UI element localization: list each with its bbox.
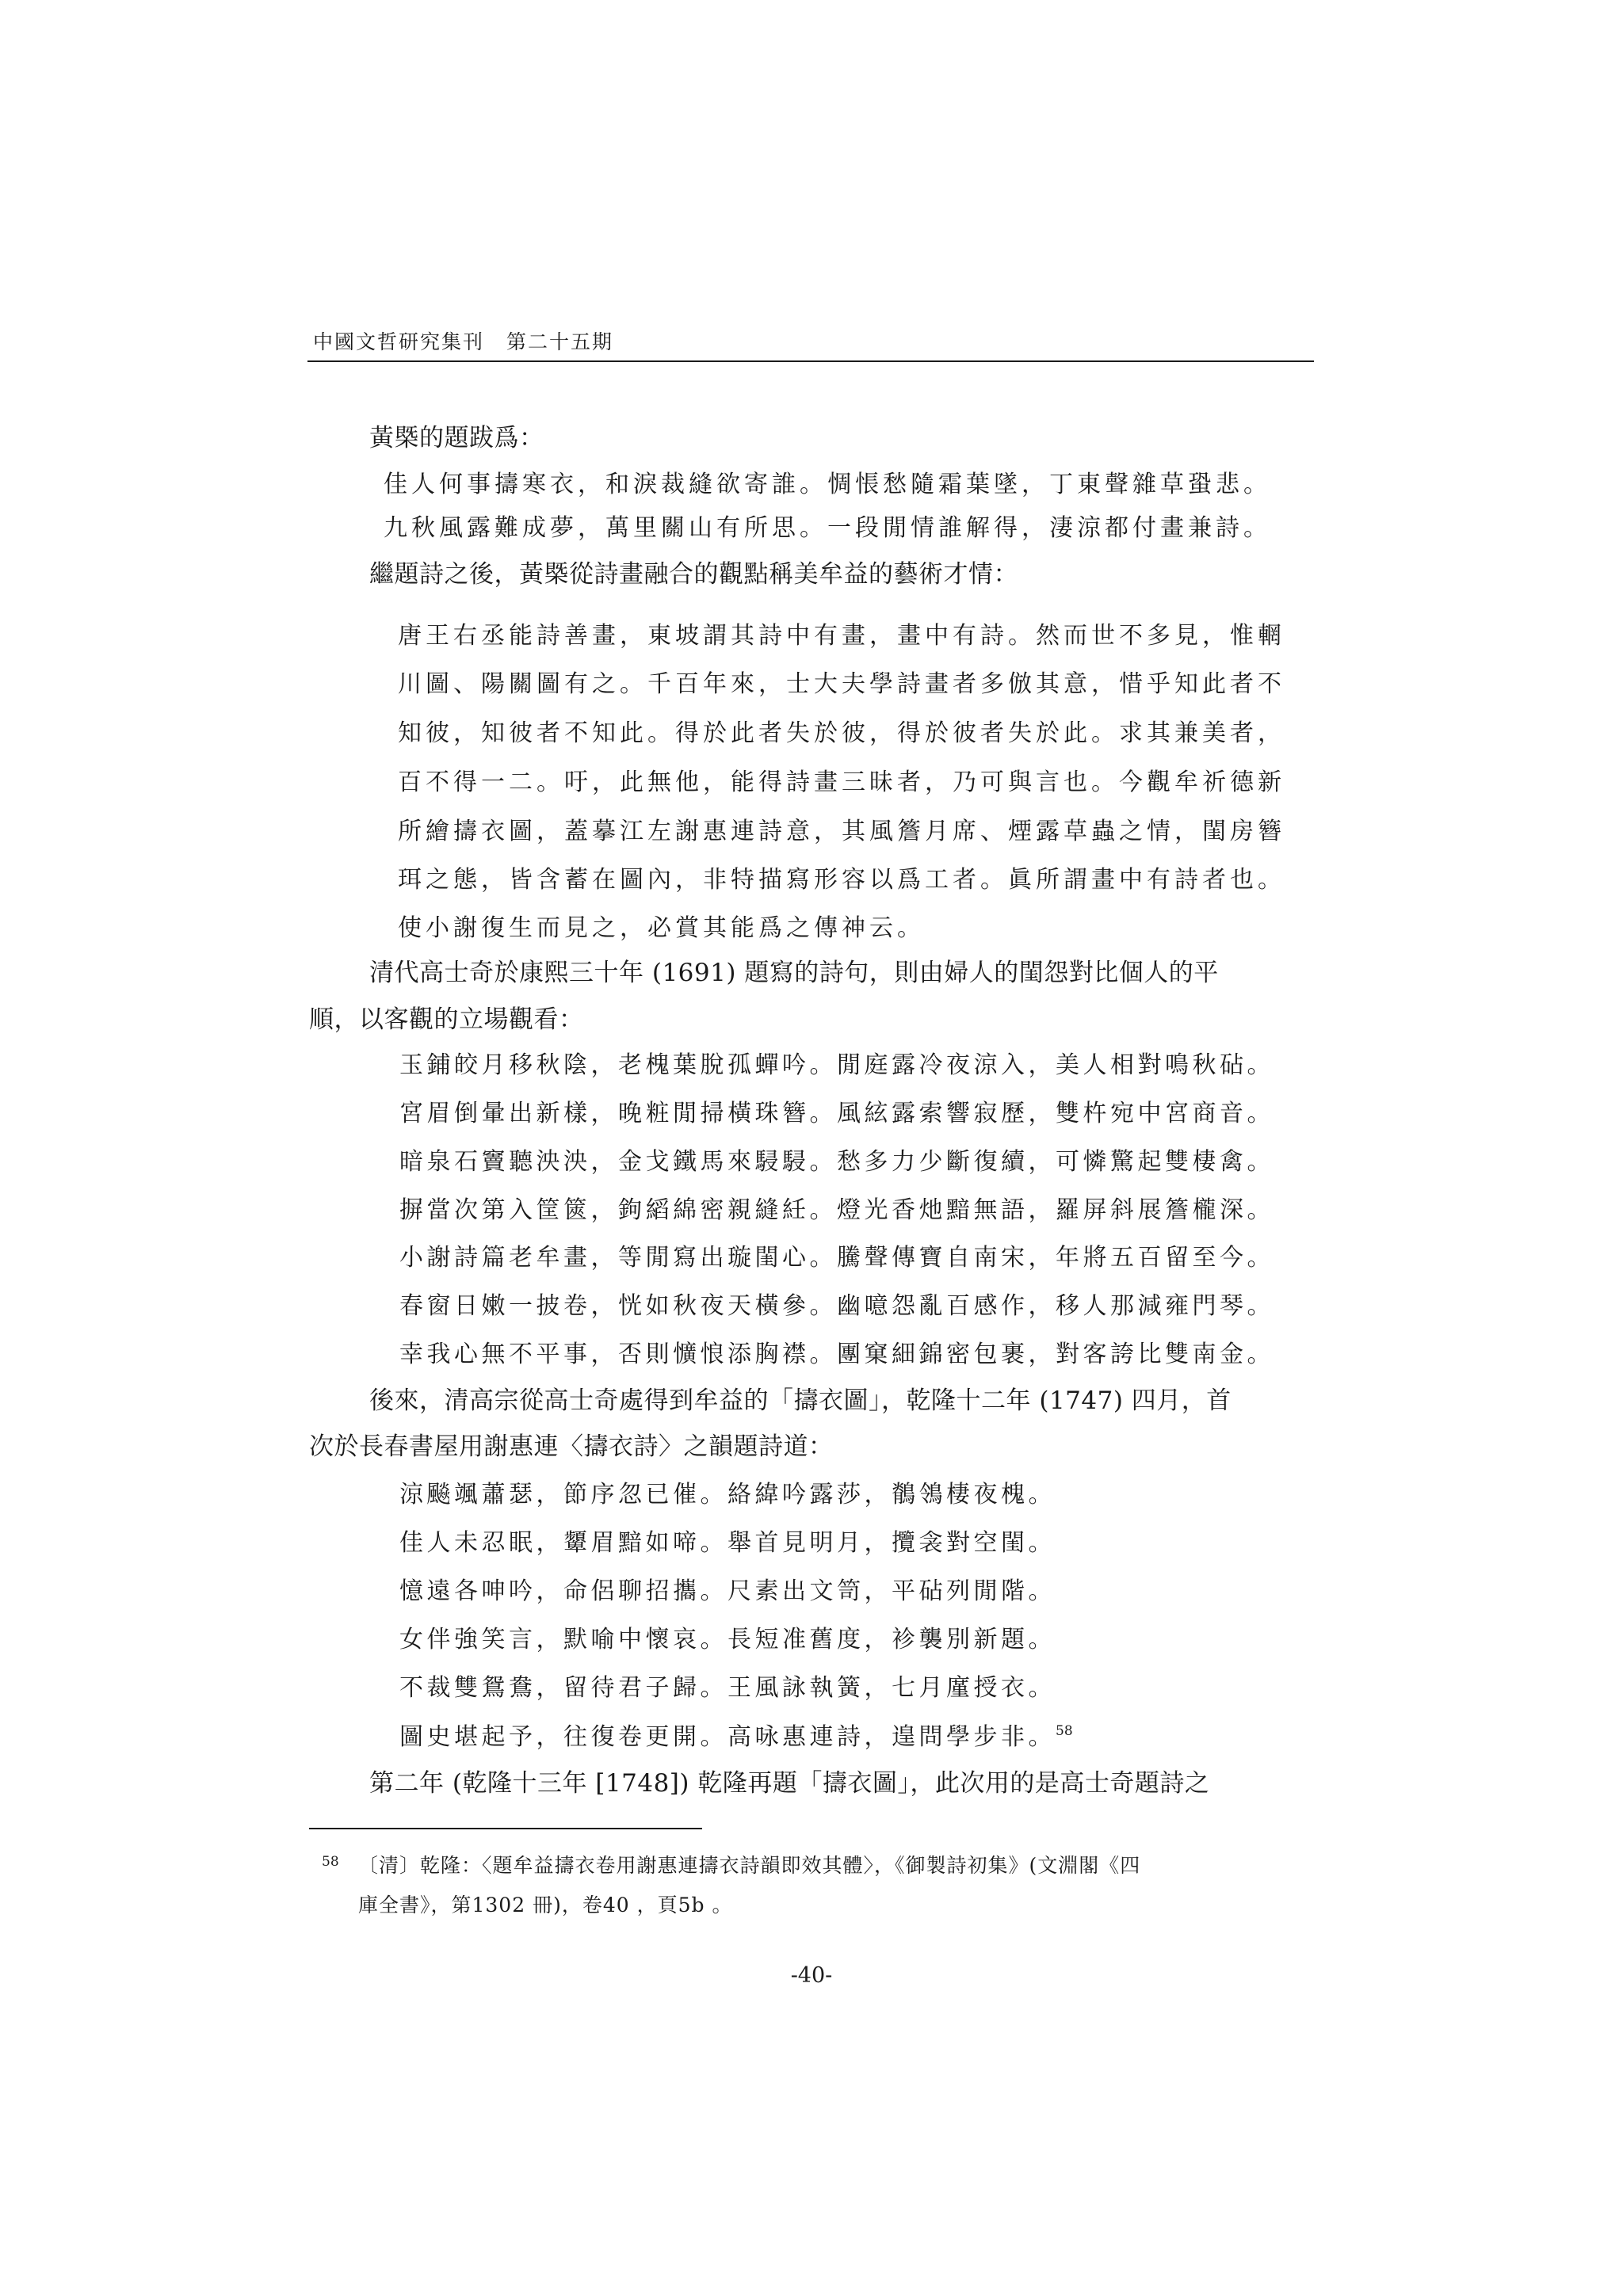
block-quote-line: 所繪擣衣圖，蓋摹江左謝惠連詩意，其風簷月席、煙露草蟲之情，閨房簪 [398,818,1285,845]
poem-1-line: 九秋風露難成夢，萬里關山有所思。一段閒情誰解得，淒涼都付畫兼詩。 [384,514,1271,542]
poem-3-line: 涼飈颯蕭瑟，節序忽已催。絡緯吟露莎，鶺鴒棲夜槐。 [399,1481,1056,1508]
poem-3-line: 女伴強笑言，默喻中懷哀。長短准舊度，袗襲別新題。 [399,1626,1056,1653]
footnote-line: 〔清〕乾隆：〈題牟益擣衣卷用謝惠連擣衣詩韻即效其體〉，《御製詩初集》(文淵閣《四 [358,1854,1141,1877]
poem-3-line: 憶遠各呻吟，命侶聊招攜。尺素出文笥，平砧列閒階。 [399,1577,1056,1605]
paragraph-line: 清代高士奇於康熙三十年 (1691) 題寫的詩句，則由婦人的閨怨對比個人的平 [369,959,1219,987]
block-quote-line: 珥之態，皆含蓄在圖內，非特描寫形容以爲工者。眞所謂畫中有詩者也。 [398,866,1285,894]
poem-2-line: 小謝詩篇老牟畫，等閒寫出璇閨心。騰聲傳寶自南宋，年將五百留至今。 [399,1244,1274,1272]
poem-2-line: 春窗日嫩一披卷，恍如秋夜天橫參。幽噫怨亂百感作，移人那減雍門琴。 [399,1292,1274,1320]
paragraph-line: 第二年 (乾隆十三年 [1748]) 乾隆再題「擣衣圖」，此次用的是高士奇題詩之 [369,1769,1210,1798]
paragraph-intro-1: 黃槩的題跋爲： [369,424,544,452]
poem-1-line: 佳人何事擣寒衣，和淚裁縫欲寄誰。惆悵愁隨霜葉墜，丁東聲雜草蛩悲。 [384,471,1271,498]
issue-number: 第二十五期 [506,330,614,353]
footnote-line: 庫全書》，第1302 冊)，卷40 ，頁5b 。 [358,1894,733,1917]
footnote-reference[interactable]: 58 [1056,1723,1073,1739]
poem-2-line: 摒當次第入筐篋，鉤縚綿密親縫紝。燈光香灺黯無語，羅屏斜展簷櫳深。 [399,1196,1274,1224]
block-quote-line: 使小謝復生而見之，必賞其能爲之傳神云。 [398,914,925,942]
block-quote-line: 唐王右丞能詩善畫，東坡謂其詩中有畫，畫中有詩。然而世不多見，惟輞 [398,622,1285,650]
poem-2-line: 幸我心無不平事，否則懭悢添胸襟。團窠細錦密包裹，對客誇比雙南金。 [399,1341,1274,1368]
paragraph-line: 後來，清高宗從高士奇處得到牟益的「擣衣圖」，乾隆十二年 (1747) 四月，首 [369,1386,1232,1415]
running-head [313,326,613,355]
block-quote-line: 知彼，知彼者不知此。得於此者失於彼，得於彼者失於此。求其兼美者， [398,719,1285,747]
page-number: -40- [790,1963,833,1988]
header-rule [307,360,1314,362]
block-quote-line: 百不得一二。吁，此無他，能得詩畫三昧者，乃可與言也。今觀牟祈德新 [398,769,1285,796]
paragraph-line: 順，以客觀的立場觀看： [309,1005,584,1034]
poem-3-line: 不裁雙鴛鴦，留待君子歸。王風詠執簧，七月廑授衣。 [399,1674,1056,1702]
block-quote-line: 川圖、陽關圖有之。千百年來，士大夫學詩畫者多倣其意，惜乎知此者不 [398,670,1285,698]
poem-2-line: 玉鋪皎月移秋陰，老槐葉脫孤蟬吟。閒庭露冷夜涼入，美人相對鳴秋砧。 [399,1051,1274,1079]
poem-3-line: 圖史堪起予，往復卷更開。高咏惠連詩，遑問學步非。$^{58}$ [399,1723,1073,1751]
journal-title: 中國文哲研究集刊 [313,330,485,353]
footnote-number: 58 [322,1854,339,1870]
poem-2-line: 宮眉倒暈出新樣，晚粧閒掃橫珠簪。風絃露索響寂歷，雙杵宛中宮商音。 [399,1100,1274,1127]
paragraph-line: 次於長春書屋用謝惠連〈擣衣詩〉之韻題詩道： [309,1432,834,1461]
footnote-rule [309,1828,702,1829]
poem-3-line: 佳人未忍眠，顰眉黯如啼。舉首見明月，攬衾對空閨。 [399,1529,1056,1557]
paragraph-intro-2: 繼題詩之後，黃槩從詩畫融合的觀點稱美牟益的藝術才情： [369,560,1018,589]
poem-2-line: 暗泉石竇聽泱泱，金戈鐵馬來駸駸。愁多力少斷復續，可憐驚起雙棲禽。 [399,1148,1274,1176]
